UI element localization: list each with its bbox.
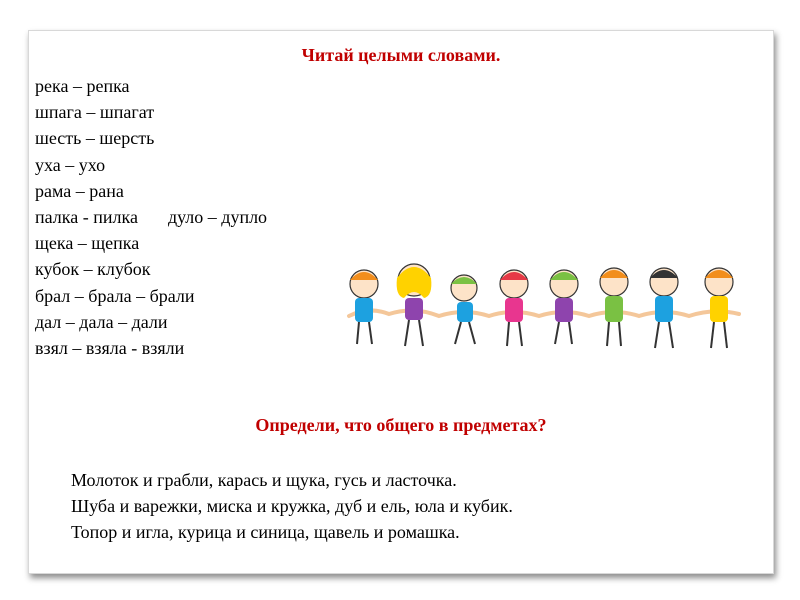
word-pair: брал – брала – брали: [35, 285, 195, 306]
riddle-line: Молоток и грабли, карась и щука, гусь и ласточка.: [71, 470, 457, 490]
riddle-line: Шуба и варежки, миска и кружка, дуб и ель, юла и кубик.: [71, 496, 513, 516]
children-holding-hands-icon: [329, 256, 759, 356]
word-pairs-list: [35, 73, 267, 361]
reading-title: Читай целыми словами.: [301, 45, 501, 65]
word-pair: река – репка: [35, 76, 130, 96]
riddle-lines: [71, 467, 513, 545]
word-pair-extra: дуло – дупло: [167, 206, 268, 227]
word-pair: уха – ухо: [35, 154, 106, 175]
word-pair: кубок – клубок: [35, 259, 151, 280]
riddle-title: Определи, что общего в предметах?: [255, 415, 547, 435]
riddle-line: Топор и игла, курица и синица, щавель и ромашка.: [71, 522, 460, 542]
word-pair: шесть – шерсть: [35, 128, 155, 149]
word-pair: рама – рана: [35, 180, 124, 201]
word-pair: щека – щепка: [35, 233, 140, 254]
slide: [28, 30, 774, 574]
word-pair: шпага – шпагат: [35, 102, 155, 123]
word-pair: взял – взяла - взяли: [35, 337, 185, 358]
word-pair: палка - пилка дуло – дупло: [35, 206, 268, 227]
word-pair: дал – дала – дали: [35, 311, 168, 332]
